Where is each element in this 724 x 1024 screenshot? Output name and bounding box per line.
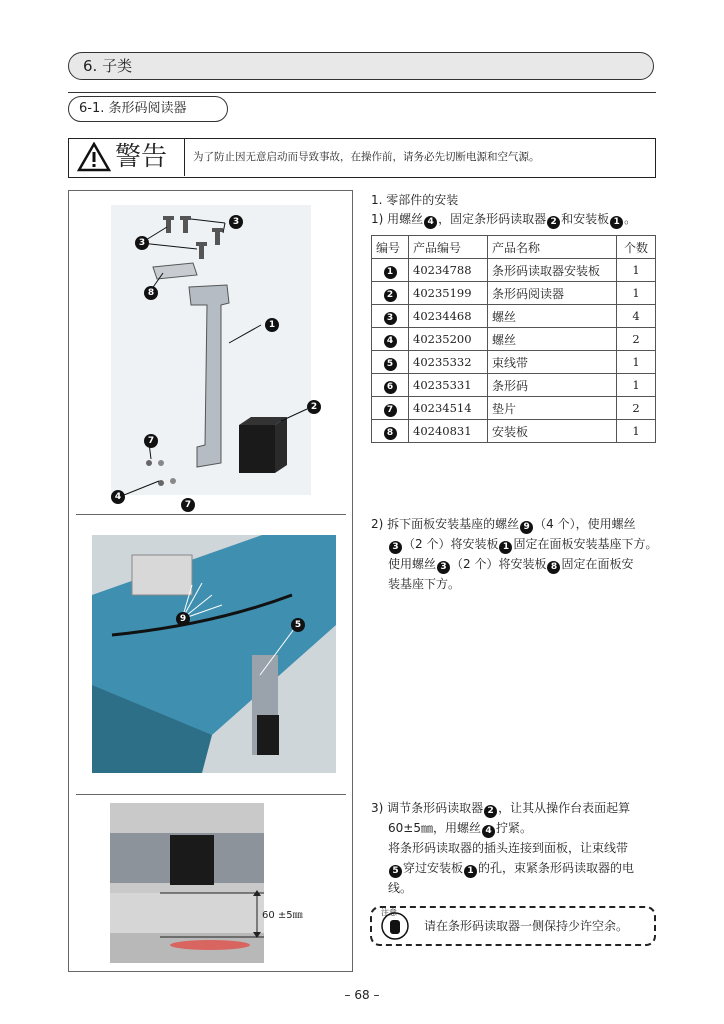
table-row [372, 374, 656, 397]
table-row [372, 420, 656, 443]
warning-triangle-icon [77, 142, 111, 172]
page-number: – 68 – [344, 988, 380, 1002]
product-name: 螺丝 [488, 305, 617, 328]
table-row [372, 259, 656, 282]
row-number [372, 374, 409, 397]
step2-text: 2) 拆下面板安装基座的螺丝 9 （4 个），使用螺丝 3 （2 个）将安装板 1 固定在面板安装基座下方。 使用螺丝 3 （2 个）将安装板 8 固定在面板安 装基座下方。 [371, 517, 658, 591]
callout-1: 1 [464, 865, 477, 878]
table-row [372, 397, 656, 420]
callout-1: 1 [499, 541, 512, 554]
product-name: 垫片 [488, 397, 617, 420]
row-number [372, 420, 409, 443]
callout-7: 7 [144, 434, 158, 448]
callout-4: 4 [482, 825, 495, 838]
product-code: 40235199 [409, 282, 488, 305]
callout-3: 3 [437, 561, 450, 574]
quantity: 2 [617, 328, 656, 351]
col-header: 产品编号 [409, 236, 488, 259]
product-code: 40235332 [409, 351, 488, 374]
table-row [372, 282, 656, 305]
col-header: 编号 [372, 236, 409, 259]
step1-heading: 1. 零部件的安装 [371, 193, 459, 207]
product-name: 条形码阅读器 [488, 282, 617, 305]
row-number [372, 259, 409, 282]
caution-note [370, 906, 656, 946]
quantity: 1 [617, 351, 656, 374]
product-code: 40234468 [409, 305, 488, 328]
callout-badge: 3 [384, 312, 397, 325]
product-code: 40234788 [409, 259, 488, 282]
dimension-label: 60 ±5㎜ [262, 910, 303, 921]
callout-5: 5 [291, 618, 305, 632]
warning-label [69, 139, 185, 176]
product-name: 束线带 [488, 351, 617, 374]
callout-3: 3 [135, 236, 149, 250]
callout-2: 2 [547, 216, 560, 229]
col-header: 产品名称 [488, 236, 617, 259]
product-name: 螺丝 [488, 328, 617, 351]
product-name: 条形码读取器安装板 [488, 259, 617, 282]
row-number [372, 305, 409, 328]
callout-3: 3 [389, 541, 402, 554]
figure-divider [76, 514, 346, 515]
col-header: 个数 [617, 236, 656, 259]
callout-9: 9 [520, 521, 533, 534]
product-code: 40235331 [409, 374, 488, 397]
section-title: 6. 子类 [68, 52, 654, 80]
table-row [372, 351, 656, 374]
callout-7: 7 [181, 498, 195, 512]
callout-3: 3 [229, 215, 243, 229]
warning-box [68, 138, 656, 178]
callout-5: 5 [389, 865, 402, 878]
row-number [372, 351, 409, 374]
row-number [372, 397, 409, 420]
figure-divider [76, 794, 346, 795]
callout-1: 1 [610, 216, 623, 229]
callout-8: 8 [547, 561, 560, 574]
product-name: 安装板 [488, 420, 617, 443]
callout-badge: 4 [384, 335, 397, 348]
warning-text: 为了防止因无意启动而导致事故，在操作前，请务必先切断电源和空气源。 [193, 151, 540, 163]
product-code: 40235200 [409, 328, 488, 351]
callout-2: 2 [307, 400, 321, 414]
quantity: 1 [617, 420, 656, 443]
callout-4: 4 [424, 216, 437, 229]
callout-badge: 1 [384, 266, 397, 279]
warning-word: 警告 [115, 142, 168, 172]
quantity: 1 [617, 282, 656, 305]
quantity: 2 [617, 397, 656, 420]
callout-badge: 5 [384, 358, 397, 371]
table-row [372, 328, 656, 351]
table-header-row [372, 236, 656, 259]
callout-badge: 8 [384, 427, 397, 440]
parts-table [371, 235, 656, 443]
row-number [372, 282, 409, 305]
table-row [372, 305, 656, 328]
row-number [372, 328, 409, 351]
caution-icon-label: 注意 [381, 908, 397, 917]
callout-2: 2 [484, 805, 497, 818]
product-code: 40240831 [409, 420, 488, 443]
subsection-title: 6-1. 条形码阅读器 [68, 96, 228, 122]
quantity: 1 [617, 374, 656, 397]
callout-4: 4 [111, 490, 125, 504]
callout-badge: 6 [384, 381, 397, 394]
step3-text: 3) 调节条形码读取器 2 ，让其从操作台表面起算 60±5㎜，用螺丝 4 拧紧。 将条形码读取器的插头连接到面板，让束线带 5 穿过安装板 1 的孔，束紧条形码读取器的电 线。 [371, 801, 635, 895]
callout-badge: 2 [384, 289, 397, 302]
product-code: 40234514 [409, 397, 488, 420]
section-divider [68, 92, 656, 93]
callout-badge: 7 [384, 404, 397, 417]
height-adjust-photo [110, 803, 264, 963]
caution-text: 请在条形码读取器一侧保持少许空余。 [424, 919, 629, 933]
quantity: 1 [617, 259, 656, 282]
callout-1: 1 [265, 318, 279, 332]
installation-photo [92, 535, 336, 773]
callout-9: 9 [176, 612, 190, 626]
step1-instruction: 1) 用螺丝 4 ，固定条形码读取器 2 和安装板 1 。 [371, 212, 637, 227]
quantity: 4 [617, 305, 656, 328]
product-name: 条形码 [488, 374, 617, 397]
callout-8: 8 [144, 286, 158, 300]
